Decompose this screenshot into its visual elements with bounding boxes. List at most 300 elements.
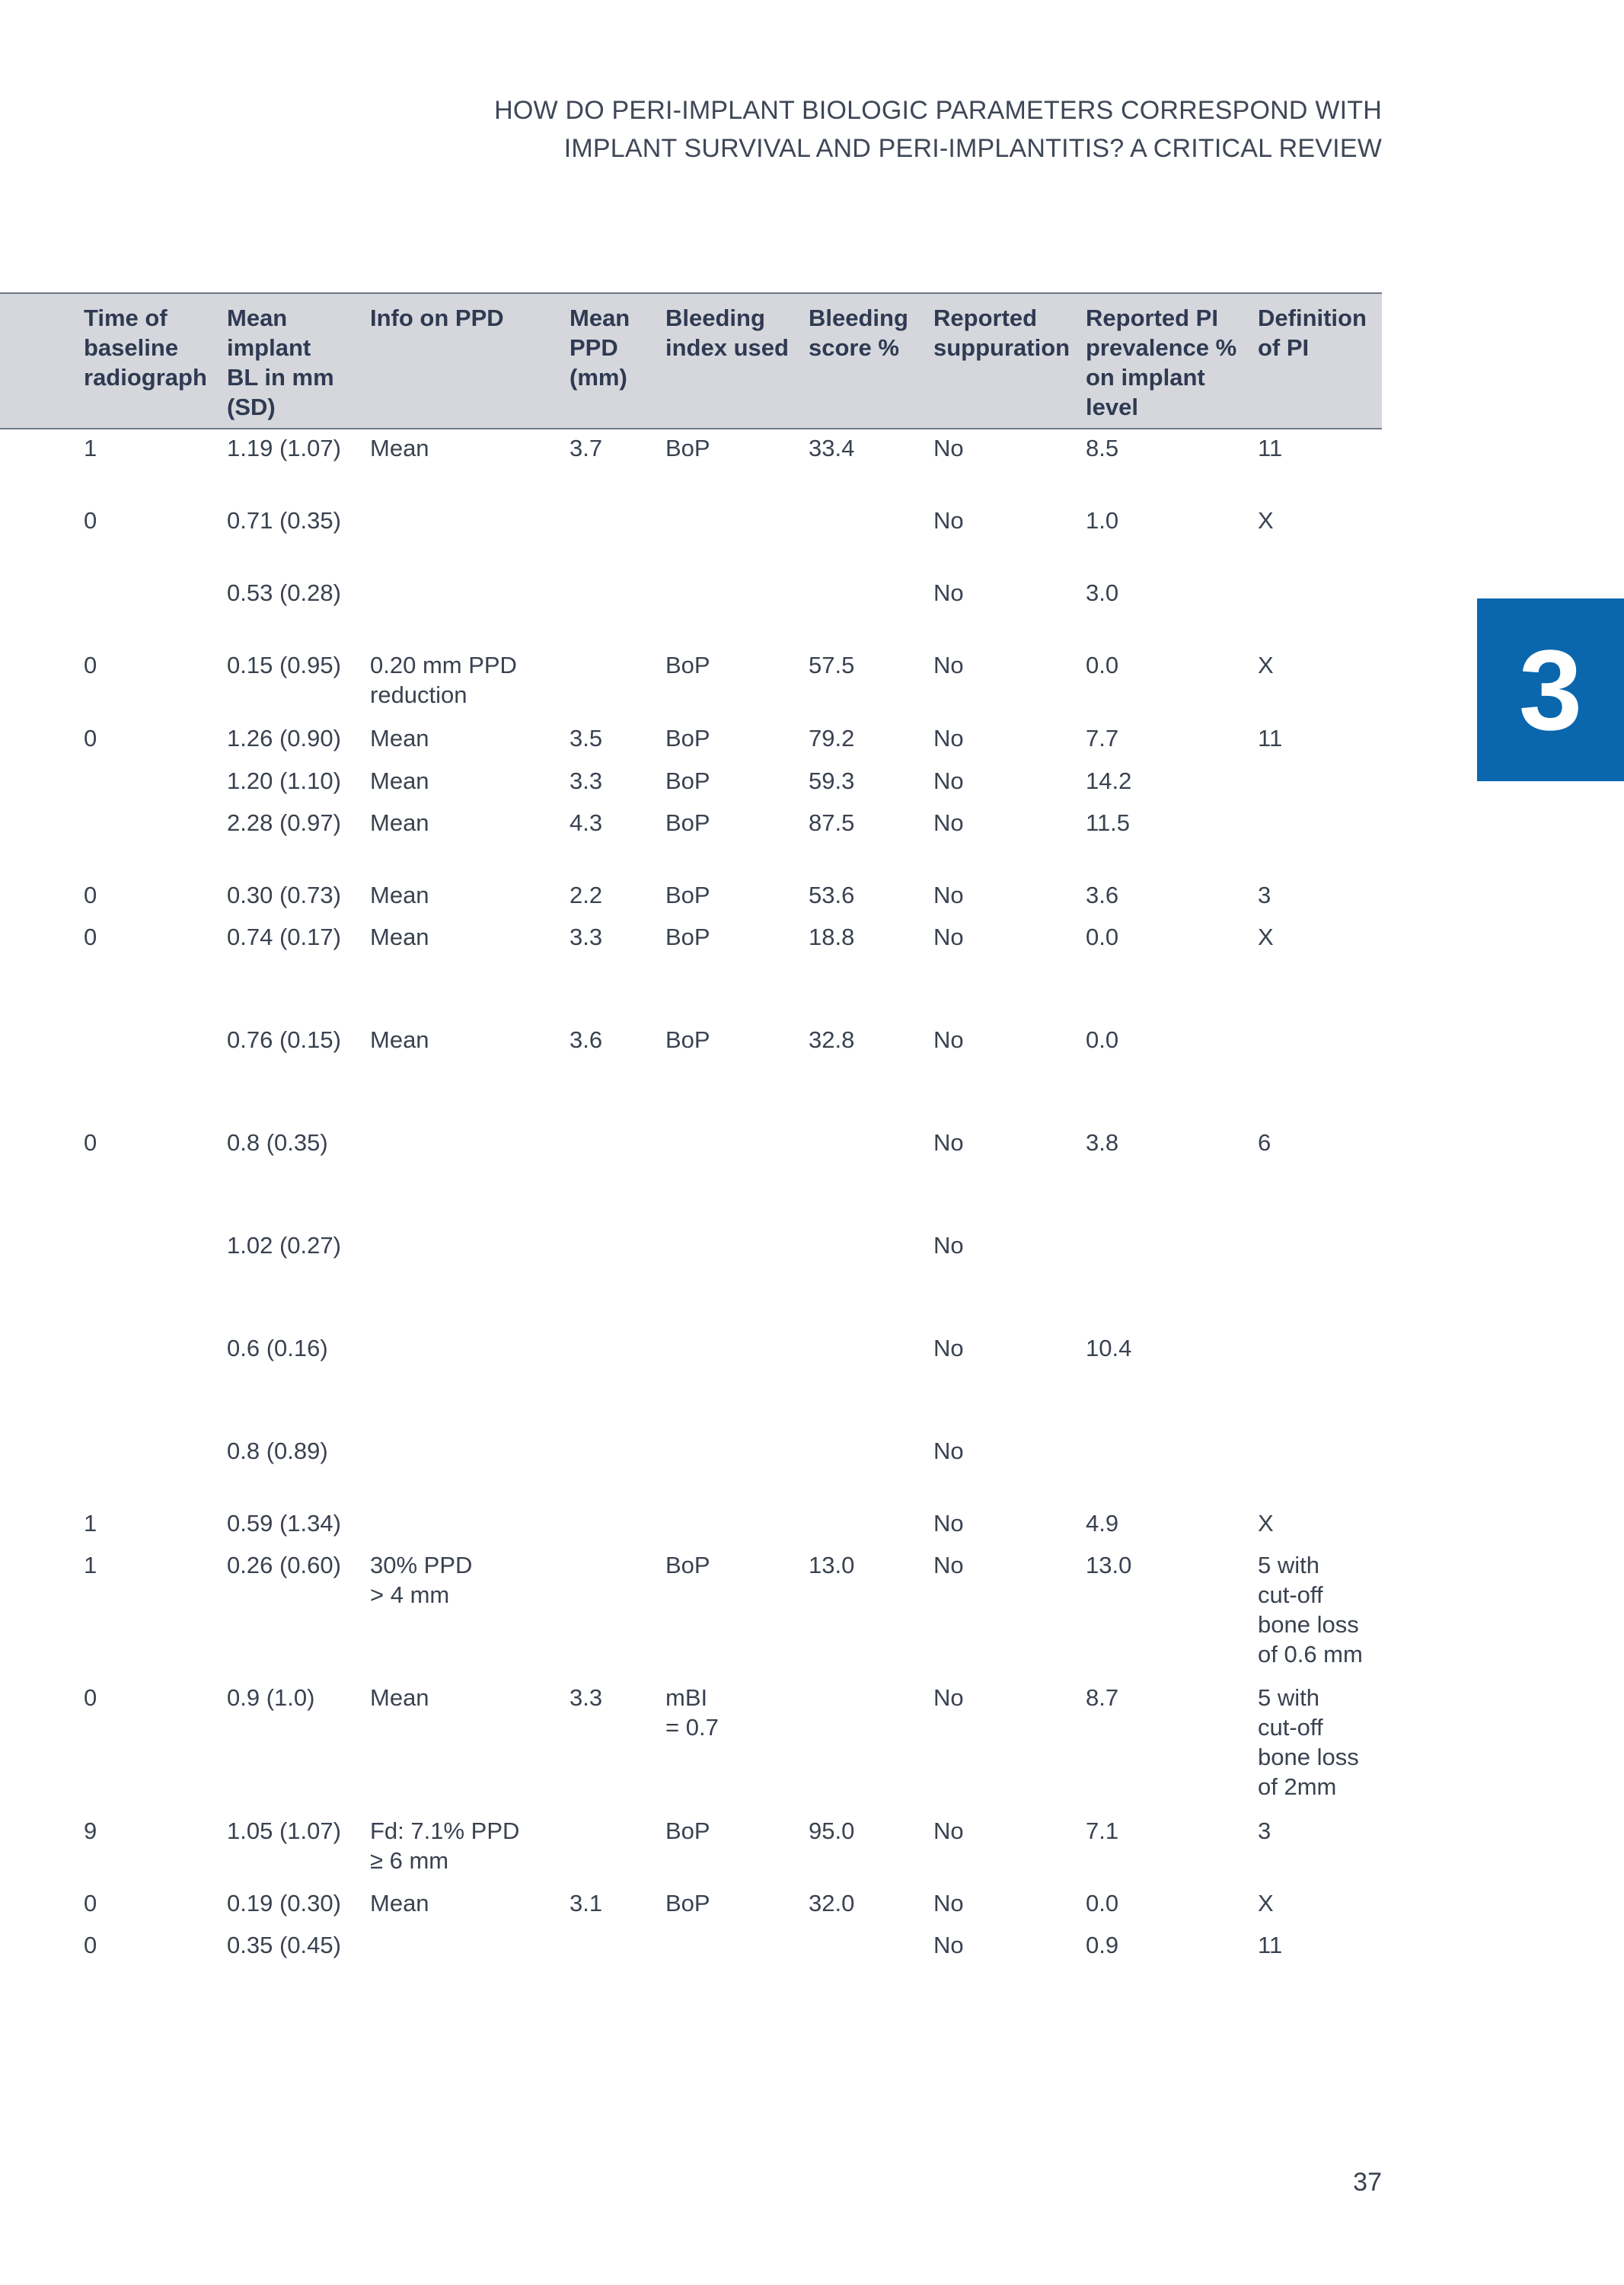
cell-line: BoP xyxy=(665,1026,710,1053)
cell-line: 0 xyxy=(84,1129,97,1156)
cell-line: Mean xyxy=(370,924,429,950)
cell-info-on-ppd xyxy=(370,922,429,952)
cell-bleeding-score xyxy=(809,808,854,838)
column-header-line: level xyxy=(1086,394,1138,420)
cell-line: 11 xyxy=(1258,725,1283,752)
cell-mean-implant-bl xyxy=(227,1550,341,1580)
cell-line: Fd: 7.1% PPD xyxy=(370,1817,520,1844)
running-head-line-1: HOW DO PERI-IMPLANT BIOLOGIC PARAMETERS CORRESPOND WITH xyxy=(494,96,1382,125)
cell-bleeding-score xyxy=(809,766,854,796)
cell-line: 1.20 (1.10) xyxy=(227,768,341,794)
cell-time-of-baseline xyxy=(84,1930,97,1960)
cell-line: 0.0 xyxy=(1086,1026,1119,1053)
cell-line: 0.8 (0.35) xyxy=(227,1129,328,1156)
cell-info-on-ppd xyxy=(370,880,429,910)
column-header-info-on-ppd xyxy=(370,303,504,333)
cell-line: 3.3 xyxy=(570,768,603,794)
cell-info-on-ppd xyxy=(370,766,429,796)
cell-time-of-baseline xyxy=(84,723,97,753)
cell-line: 3.0 xyxy=(1086,579,1119,606)
column-header-line: baseline xyxy=(84,334,179,361)
column-header-line: Bleeding xyxy=(809,305,908,331)
cell-line: 11 xyxy=(1258,435,1283,461)
cell-line: BoP xyxy=(665,652,710,678)
cell-mean-ppd xyxy=(570,922,602,952)
cell-mean-implant-bl xyxy=(227,1930,341,1960)
column-header-line: implant xyxy=(227,334,311,361)
cell-line: 6 xyxy=(1258,1129,1271,1156)
cell-mean-implant-bl xyxy=(227,922,341,952)
cell-line: No xyxy=(933,1026,964,1053)
cell-line: 2.2 xyxy=(570,882,603,908)
cell-line: 0.19 (0.30) xyxy=(227,1890,341,1916)
cell-reported-suppuration xyxy=(933,433,964,463)
cell-line: BoP xyxy=(665,1890,710,1916)
cell-line: No xyxy=(933,507,964,534)
column-header-line: Reported PI xyxy=(1086,305,1218,331)
column-header-line: index used xyxy=(665,334,789,361)
cell-time-of-baseline xyxy=(84,1683,97,1712)
cell-mean-ppd xyxy=(570,433,602,463)
cell-reported-suppuration xyxy=(933,723,964,753)
cell-line: 0 xyxy=(84,652,97,678)
cell-line: No xyxy=(933,1232,964,1259)
cell-line: BoP xyxy=(665,435,710,461)
cell-line: 13.0 xyxy=(809,1552,855,1578)
cell-line: X xyxy=(1258,1890,1274,1916)
cell-line: 32.8 xyxy=(809,1026,855,1053)
cell-mean-implant-bl xyxy=(227,880,341,910)
cell-bleeding-index xyxy=(665,808,710,838)
cell-mean-implant-bl xyxy=(227,1128,328,1157)
cell-info-on-ppd xyxy=(370,808,429,838)
cell-bleeding-score xyxy=(809,433,854,463)
cell-mean-implant-bl xyxy=(227,578,341,608)
column-header-mean-implant-bl xyxy=(227,303,334,422)
cell-mean-ppd xyxy=(570,808,602,838)
cell-line: No xyxy=(933,924,964,950)
cell-info-on-ppd xyxy=(370,433,429,463)
cell-reported-pi-prevalence xyxy=(1086,1930,1118,1960)
column-header-reported-suppuration xyxy=(933,303,1070,362)
cell-line: BoP xyxy=(665,809,710,836)
cell-bleeding-index xyxy=(665,1683,719,1742)
cell-line: 0.6 (0.16) xyxy=(227,1335,328,1361)
cell-bleeding-score xyxy=(809,1550,854,1580)
cell-line: 11.5 xyxy=(1086,809,1131,836)
cell-mean-implant-bl xyxy=(227,1888,341,1918)
cell-definition-of-pi xyxy=(1258,650,1274,680)
cell-line: 3.6 xyxy=(570,1026,603,1053)
column-header-line: Time of xyxy=(84,305,168,331)
cell-reported-suppuration xyxy=(933,1930,964,1960)
cell-line: BoP xyxy=(665,924,710,950)
column-header-line: radiograph xyxy=(84,364,207,391)
cell-reported-suppuration xyxy=(933,1333,964,1363)
cell-bleeding-score xyxy=(809,723,854,753)
cell-line: X xyxy=(1258,507,1274,534)
cell-line: 1.02 (0.27) xyxy=(227,1232,341,1259)
cell-line: 3.7 xyxy=(570,435,603,461)
cell-line: No xyxy=(933,725,964,752)
cell-line: 1.26 (0.90) xyxy=(227,725,341,752)
cell-line: cut-off xyxy=(1258,1714,1323,1741)
cell-time-of-baseline xyxy=(84,433,97,463)
column-header-line: Info on PPD xyxy=(370,305,504,331)
chapter-tab: 3 xyxy=(1477,598,1624,781)
cell-bleeding-score xyxy=(809,1888,854,1918)
cell-bleeding-index xyxy=(665,880,710,910)
cell-reported-pi-prevalence xyxy=(1086,1816,1118,1846)
cell-reported-pi-prevalence xyxy=(1086,578,1118,608)
cell-line: 0.53 (0.28) xyxy=(227,579,341,606)
cell-definition-of-pi xyxy=(1258,1930,1282,1960)
cell-time-of-baseline xyxy=(84,650,97,680)
cell-line: reduction xyxy=(370,681,467,708)
cell-line: of 2mm xyxy=(1258,1773,1337,1800)
column-header-line: (mm) xyxy=(570,364,627,391)
cell-info-on-ppd xyxy=(370,1025,429,1055)
cell-time-of-baseline xyxy=(84,1508,97,1538)
running-head-line-2: IMPLANT SURVIVAL AND PERI-IMPLANTITIS? A CRITICAL REVIEW xyxy=(563,134,1382,163)
cell-line: mBI xyxy=(665,1684,708,1711)
cell-line: No xyxy=(933,882,964,908)
cell-line: 0.74 (0.17) xyxy=(227,924,341,950)
cell-info-on-ppd xyxy=(370,1550,472,1610)
cell-line: 87.5 xyxy=(809,809,855,836)
column-header-line: suppuration xyxy=(933,334,1070,361)
cell-line: No xyxy=(933,1817,964,1844)
cell-line: 4.9 xyxy=(1086,1510,1119,1537)
cell-info-on-ppd xyxy=(370,650,517,710)
cell-reported-suppuration xyxy=(933,506,964,535)
cell-line: 0.71 (0.35) xyxy=(227,507,341,534)
cell-line: 0 xyxy=(84,507,97,534)
cell-line: 59.3 xyxy=(809,768,855,794)
cell-reported-suppuration xyxy=(933,1816,964,1846)
cell-bleeding-score xyxy=(809,880,854,910)
cell-line: 0 xyxy=(84,924,97,950)
cell-line: ≥ 6 mm xyxy=(370,1847,449,1874)
cell-line: 3 xyxy=(1258,882,1271,908)
cell-reported-suppuration xyxy=(933,1508,964,1538)
cell-line: 0.35 (0.45) xyxy=(227,1932,341,1958)
cell-line: 0.15 (0.95) xyxy=(227,652,341,678)
cell-reported-suppuration xyxy=(933,922,964,952)
cell-reported-pi-prevalence xyxy=(1086,723,1118,753)
cell-line: 8.7 xyxy=(1086,1684,1119,1711)
cell-line: No xyxy=(933,1890,964,1916)
cell-definition-of-pi xyxy=(1258,1550,1363,1669)
column-header-line: BL in mm xyxy=(227,364,334,391)
cell-definition-of-pi xyxy=(1258,922,1274,952)
column-header-mean-ppd xyxy=(570,303,630,392)
cell-reported-suppuration xyxy=(933,1888,964,1918)
cell-reported-pi-prevalence xyxy=(1086,1683,1118,1712)
cell-mean-implant-bl xyxy=(227,1436,328,1466)
cell-line: 0 xyxy=(84,1890,97,1916)
cell-line: 10.4 xyxy=(1086,1335,1132,1361)
cell-line: 7.7 xyxy=(1086,725,1119,752)
cell-reported-pi-prevalence xyxy=(1086,1333,1131,1363)
cell-reported-pi-prevalence xyxy=(1086,1508,1118,1538)
cell-bleeding-index xyxy=(665,766,710,796)
cell-line: 53.6 xyxy=(809,882,855,908)
cell-line: No xyxy=(933,1932,964,1958)
cell-definition-of-pi xyxy=(1258,1816,1271,1846)
cell-reported-suppuration xyxy=(933,1550,964,1580)
cell-line: X xyxy=(1258,1510,1274,1537)
column-header-line: (SD) xyxy=(227,394,276,420)
cell-reported-pi-prevalence xyxy=(1086,922,1118,952)
column-header-time-of-baseline xyxy=(84,303,207,392)
cell-line: 32.0 xyxy=(809,1890,855,1916)
cell-line: No xyxy=(933,768,964,794)
cell-line: 1 xyxy=(84,1510,97,1537)
column-header-line: Bleeding xyxy=(665,305,765,331)
cell-line: BoP xyxy=(665,725,710,752)
column-header-line: prevalence % xyxy=(1086,334,1237,361)
cell-line: Mean xyxy=(370,725,429,752)
column-header-line: on implant xyxy=(1086,364,1205,391)
cell-line: Mean xyxy=(370,1684,429,1711)
cell-line: 0.30 (0.73) xyxy=(227,882,341,908)
cell-reported-pi-prevalence xyxy=(1086,1888,1118,1918)
cell-mean-implant-bl xyxy=(227,1816,341,1846)
cell-reported-pi-prevalence xyxy=(1086,650,1118,680)
cell-definition-of-pi xyxy=(1258,1508,1274,1538)
cell-line: 0 xyxy=(84,1932,97,1958)
cell-line: No xyxy=(933,1684,964,1711)
cell-line: 13.0 xyxy=(1086,1552,1132,1578)
cell-line: No xyxy=(933,1552,964,1578)
cell-line: X xyxy=(1258,924,1274,950)
cell-reported-pi-prevalence xyxy=(1086,1550,1131,1580)
column-header-line: Definition xyxy=(1258,305,1367,331)
cell-mean-implant-bl xyxy=(227,650,341,680)
cell-line: 79.2 xyxy=(809,725,855,752)
cell-line: 3.5 xyxy=(570,725,603,752)
cell-line: 3.3 xyxy=(570,1684,603,1711)
column-header-line: Mean xyxy=(570,305,630,331)
cell-line: 57.5 xyxy=(809,652,855,678)
cell-line: BoP xyxy=(665,768,710,794)
cell-line: No xyxy=(933,809,964,836)
cell-line: 0.20 mm PPD xyxy=(370,652,517,678)
cell-line: bone loss xyxy=(1258,1611,1359,1638)
cell-mean-implant-bl xyxy=(227,433,341,463)
cell-bleeding-score xyxy=(809,1816,854,1846)
cell-bleeding-index xyxy=(665,1025,710,1055)
cell-line: 14.2 xyxy=(1086,768,1132,794)
cell-bleeding-index xyxy=(665,1816,710,1846)
cell-definition-of-pi xyxy=(1258,506,1274,535)
cell-mean-ppd xyxy=(570,880,602,910)
cell-reported-suppuration xyxy=(933,578,964,608)
cell-info-on-ppd xyxy=(370,723,429,753)
cell-reported-suppuration xyxy=(933,1025,964,1055)
cell-line: Mean xyxy=(370,809,429,836)
cell-time-of-baseline xyxy=(84,506,97,535)
cell-bleeding-index xyxy=(665,1888,710,1918)
cell-reported-pi-prevalence xyxy=(1086,433,1118,463)
cell-line: > 4 mm xyxy=(370,1581,450,1608)
cell-mean-ppd xyxy=(570,1888,602,1918)
cell-time-of-baseline xyxy=(84,1128,97,1157)
cell-line: 1 xyxy=(84,1552,97,1578)
cell-reported-pi-prevalence xyxy=(1086,506,1118,535)
cell-line: 3 xyxy=(1258,1817,1271,1844)
cell-time-of-baseline xyxy=(84,1816,97,1846)
cell-line: 2.28 (0.97) xyxy=(227,809,341,836)
cell-line: BoP xyxy=(665,1817,710,1844)
cell-line: 0.0 xyxy=(1086,1890,1119,1916)
cell-time-of-baseline xyxy=(84,922,97,952)
cell-reported-suppuration xyxy=(933,880,964,910)
cell-time-of-baseline xyxy=(84,1888,97,1918)
running-head xyxy=(457,91,1382,168)
cell-line: 18.8 xyxy=(809,924,855,950)
cell-line: cut-off xyxy=(1258,1581,1323,1608)
page-number: 37 xyxy=(1353,2168,1382,2197)
column-header-line: Reported xyxy=(933,305,1038,331)
column-header-reported-pi-prevalence xyxy=(1086,303,1236,422)
cell-line: No xyxy=(933,1510,964,1537)
cell-line: 0.76 (0.15) xyxy=(227,1026,341,1053)
cell-reported-suppuration xyxy=(933,766,964,796)
cell-line: 0.26 (0.60) xyxy=(227,1552,341,1578)
cell-line: 1.05 (1.07) xyxy=(227,1817,341,1844)
cell-line: 3.3 xyxy=(570,924,603,950)
cell-line: BoP xyxy=(665,882,710,908)
cell-line: 1.0 xyxy=(1086,507,1119,534)
cell-bleeding-score xyxy=(809,1025,854,1055)
cell-line: 0.0 xyxy=(1086,652,1119,678)
cell-reported-suppuration xyxy=(933,1436,964,1466)
cell-line: 0.8 (0.89) xyxy=(227,1438,328,1464)
cell-line: 5 with xyxy=(1258,1552,1319,1578)
cell-line: No xyxy=(933,652,964,678)
cell-info-on-ppd xyxy=(370,1683,429,1712)
cell-mean-implant-bl xyxy=(227,808,341,838)
cell-definition-of-pi xyxy=(1258,1128,1271,1157)
cell-line: 0.9 (1.0) xyxy=(227,1684,315,1711)
cell-line: 4.3 xyxy=(570,809,603,836)
cell-reported-suppuration xyxy=(933,808,964,838)
cell-line: X xyxy=(1258,652,1274,678)
cell-line: 0.0 xyxy=(1086,924,1119,950)
cell-bleeding-index xyxy=(665,723,710,753)
cell-bleeding-index xyxy=(665,433,710,463)
cell-mean-implant-bl xyxy=(227,723,341,753)
cell-line: 0.9 xyxy=(1086,1932,1119,1958)
cell-reported-pi-prevalence xyxy=(1086,1128,1118,1157)
column-header-line: of PI xyxy=(1258,334,1310,361)
cell-bleeding-index xyxy=(665,650,710,680)
cell-line: of 0.6 mm xyxy=(1258,1641,1363,1667)
cell-line: 0 xyxy=(84,1684,97,1711)
cell-reported-pi-prevalence xyxy=(1086,808,1130,838)
cell-line: BoP xyxy=(665,1552,710,1578)
column-header-bleeding-score xyxy=(809,303,908,362)
cell-line: 1.19 (1.07) xyxy=(227,435,341,461)
cell-info-on-ppd xyxy=(370,1888,429,1918)
cell-time-of-baseline xyxy=(84,1550,97,1580)
cell-line: 95.0 xyxy=(809,1817,855,1844)
cell-mean-implant-bl xyxy=(227,1333,328,1363)
cell-line: 33.4 xyxy=(809,435,855,461)
cell-mean-implant-bl xyxy=(227,1508,341,1538)
cell-reported-suppuration xyxy=(933,650,964,680)
cell-reported-suppuration xyxy=(933,1683,964,1712)
cell-definition-of-pi xyxy=(1258,1888,1274,1918)
cell-reported-pi-prevalence xyxy=(1086,1025,1118,1055)
cell-line: No xyxy=(933,1438,964,1464)
cell-line: 8.5 xyxy=(1086,435,1119,461)
cell-mean-ppd xyxy=(570,723,602,753)
cell-mean-implant-bl xyxy=(227,1683,314,1712)
cell-bleeding-score xyxy=(809,922,854,952)
column-header-definition-of-pi xyxy=(1258,303,1367,362)
cell-definition-of-pi xyxy=(1258,723,1282,753)
cell-reported-suppuration xyxy=(933,1230,964,1260)
column-header-line: PPD xyxy=(570,334,618,361)
cell-mean-implant-bl xyxy=(227,1230,341,1260)
cell-reported-pi-prevalence xyxy=(1086,766,1131,796)
cell-line: 9 xyxy=(84,1817,97,1844)
cell-line: 3.1 xyxy=(570,1890,603,1916)
cell-mean-ppd xyxy=(570,1683,602,1712)
column-header-line: Mean xyxy=(227,305,288,331)
cell-line: 0 xyxy=(84,725,97,752)
cell-definition-of-pi xyxy=(1258,1683,1359,1802)
cell-line: No xyxy=(933,579,964,606)
cell-line: 0.59 (1.34) xyxy=(227,1510,341,1537)
cell-line: Mean xyxy=(370,435,429,461)
cell-line: 5 with xyxy=(1258,1684,1319,1711)
cell-line: 3.6 xyxy=(1086,882,1119,908)
cell-line: = 0.7 xyxy=(665,1714,719,1741)
cell-line: No xyxy=(933,1335,964,1361)
cell-info-on-ppd xyxy=(370,1816,519,1875)
cell-definition-of-pi xyxy=(1258,880,1271,910)
column-header-line: score % xyxy=(809,334,899,361)
cell-mean-ppd xyxy=(570,1025,602,1055)
cell-line: Mean xyxy=(370,882,429,908)
cell-reported-suppuration xyxy=(933,1128,964,1157)
cell-reported-pi-prevalence xyxy=(1086,880,1118,910)
cell-line: No xyxy=(933,435,964,461)
cell-definition-of-pi xyxy=(1258,433,1282,463)
cell-line: No xyxy=(933,1129,964,1156)
table-header xyxy=(0,292,1382,429)
cell-mean-ppd xyxy=(570,766,602,796)
cell-line: bone loss xyxy=(1258,1744,1359,1770)
cell-time-of-baseline xyxy=(84,880,97,910)
cell-bleeding-index xyxy=(665,922,710,952)
cell-mean-implant-bl xyxy=(227,506,341,535)
cell-line: 0 xyxy=(84,882,97,908)
cell-mean-implant-bl xyxy=(227,766,341,796)
cell-line: 11 xyxy=(1258,1932,1283,1958)
column-header-bleeding-index xyxy=(665,303,789,362)
cell-line: Mean xyxy=(370,1026,429,1053)
cell-mean-implant-bl xyxy=(227,1025,341,1055)
cell-line: 30% PPD xyxy=(370,1552,473,1578)
cell-bleeding-index xyxy=(665,1550,710,1580)
cell-bleeding-score xyxy=(809,650,854,680)
cell-line: 3.8 xyxy=(1086,1129,1119,1156)
